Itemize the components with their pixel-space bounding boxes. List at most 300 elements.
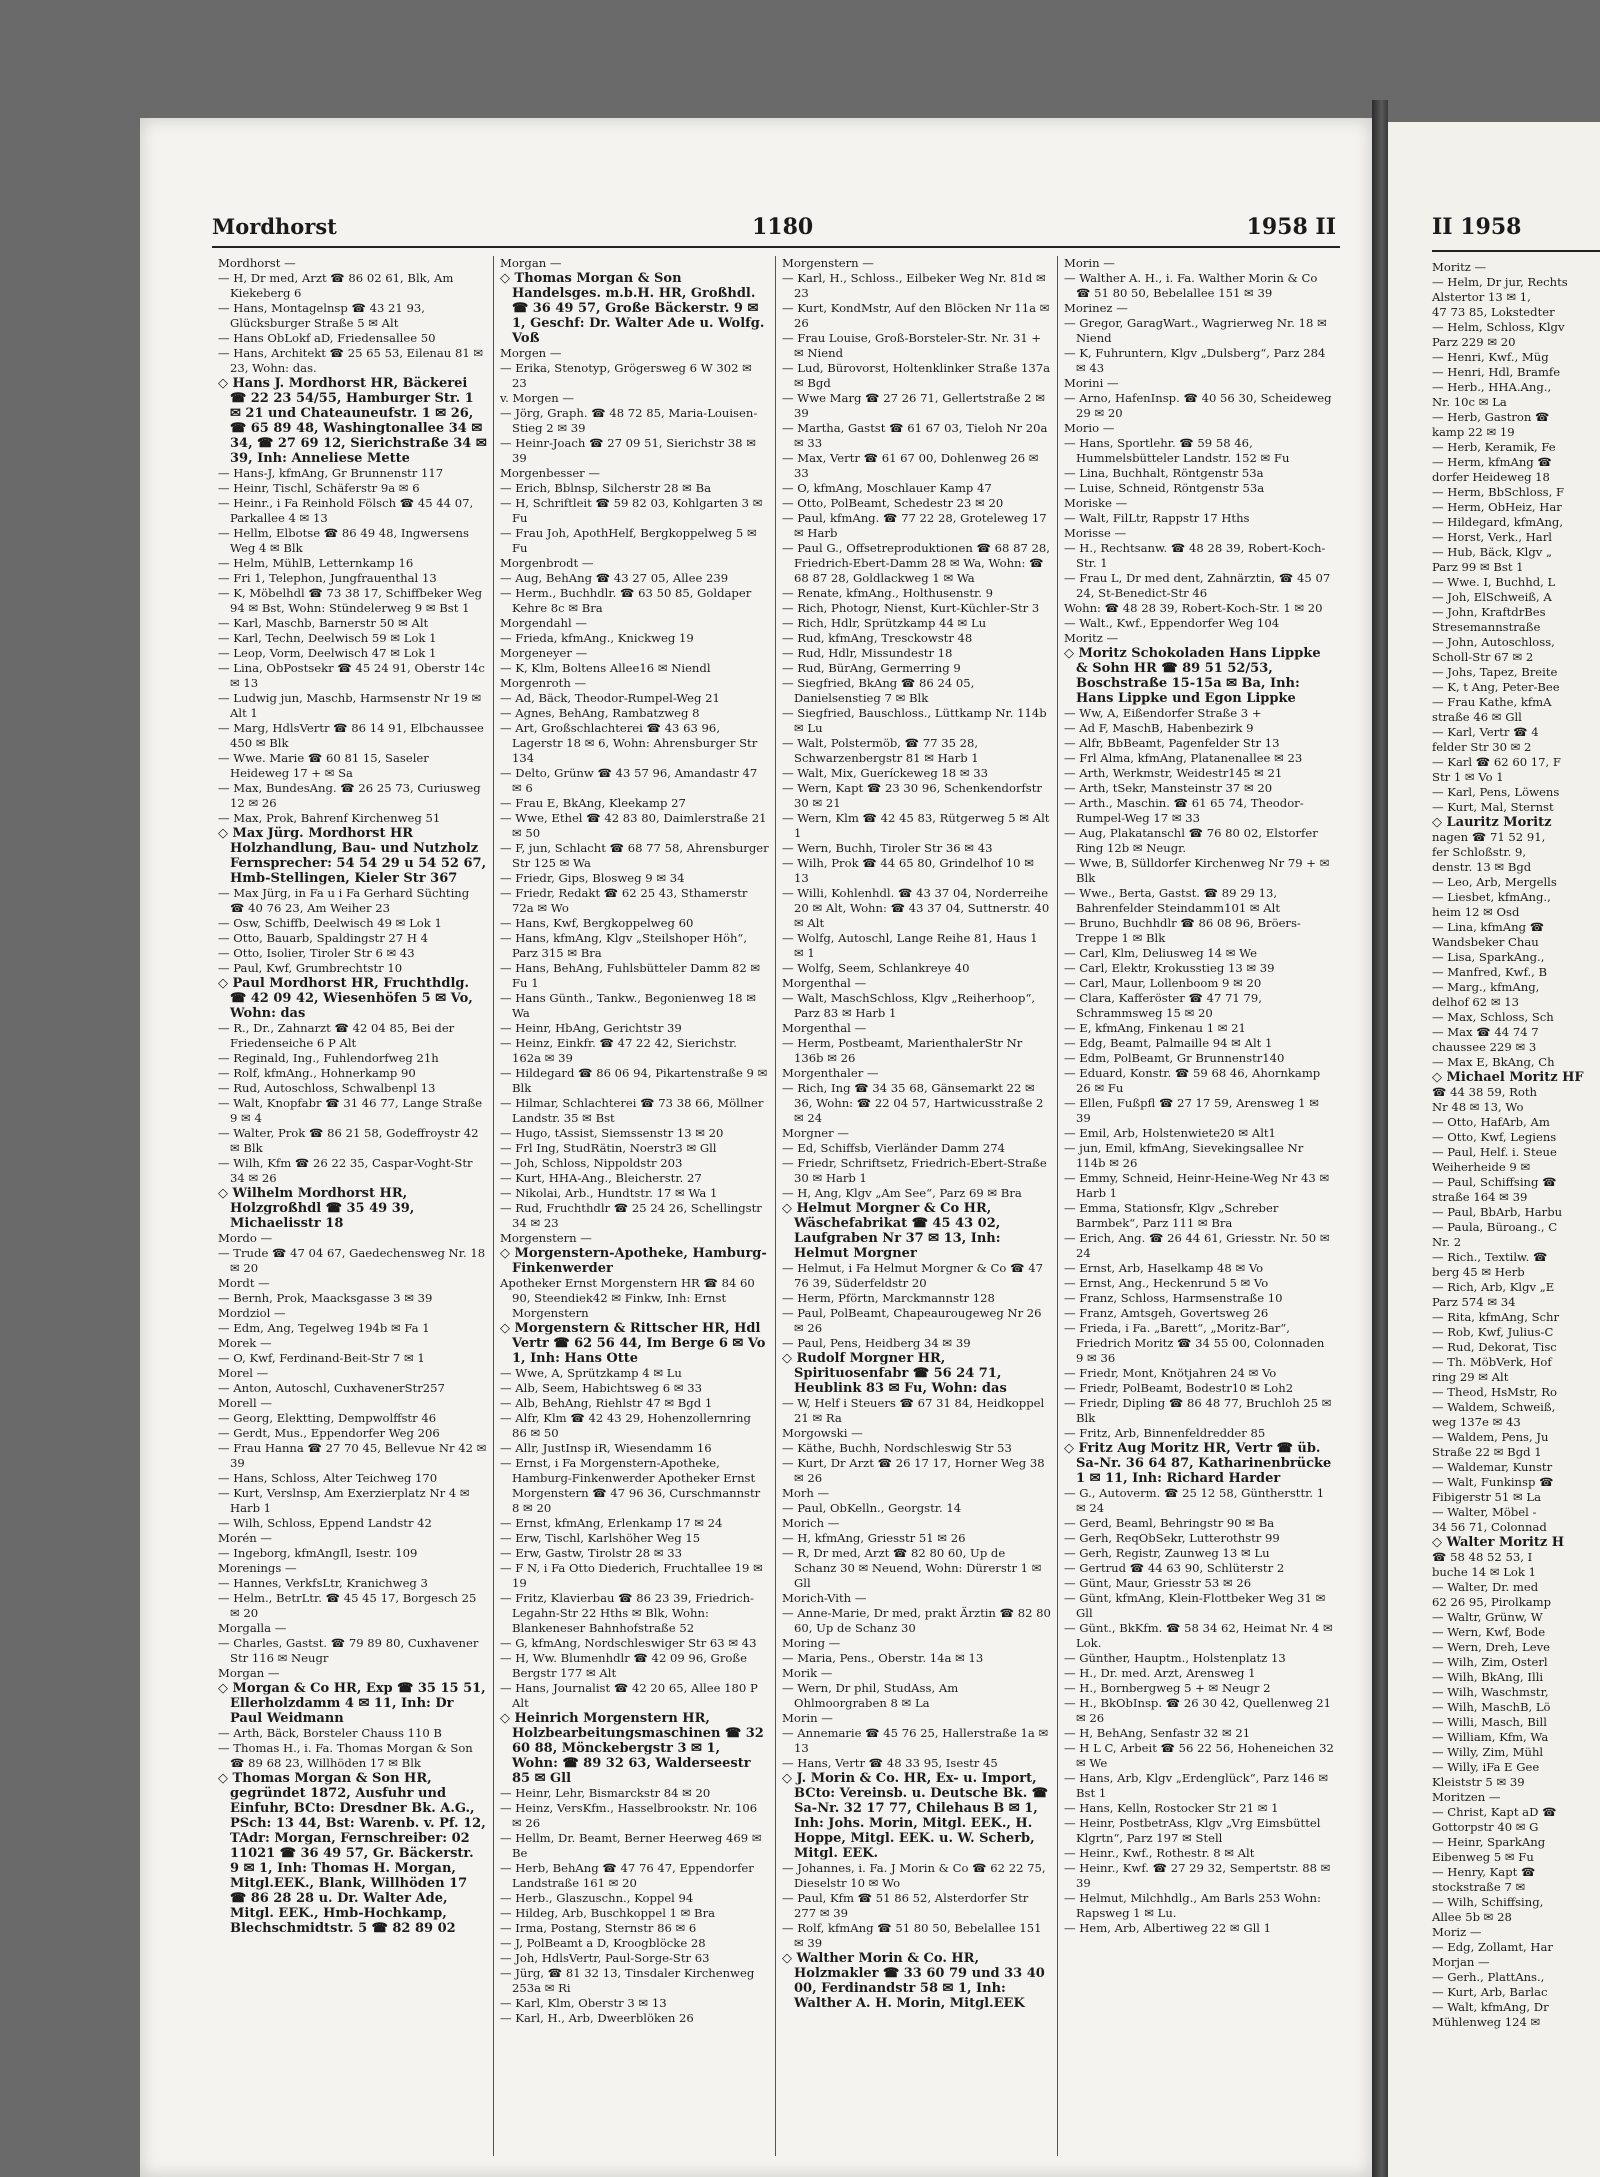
directory-entry: — Willy, Zim, Mühl xyxy=(1432,1745,1544,1759)
directory-entry: — R., Dr., Zahnarzt ☎ 42 04 85, Bei der Friedenseiche 6 P Alt xyxy=(218,1021,455,1050)
directory-entry: — Willi, Masch, Bill xyxy=(1432,1715,1547,1729)
directory-entry: — Renate, kfmAng., Holthusenstr. 9 xyxy=(782,586,994,600)
surname-heading: Morjan — xyxy=(1432,1955,1490,1969)
business-entry: ◇ Fritz Aug Moritz HR, Vertr ☎ üb. Sa-Nr. 36 64 87, Katharinenbrücke 1 ✉ 11, Inh: Richard Harder xyxy=(1064,1441,1332,1486)
directory-entry: — G., Autoverm. ☎ 25 12 58, Günthersttr. 1 ✉ 24 xyxy=(1064,1486,1325,1515)
directory-entry: — Helm, MühlB, Letternkamp 16 xyxy=(218,556,414,570)
surname-heading: Morgenstern — xyxy=(500,1231,592,1245)
directory-entry: — H, BehAng, Senfastr 32 ✉ 21 xyxy=(1064,1726,1251,1740)
directory-entry: — Otto, Kwf, Legiens xyxy=(1432,1130,1557,1144)
directory-entry: — Heinr., i Fa Reinhold Fölsch ☎ 45 44 07, Parkallee 4 ✉ 13 xyxy=(218,496,474,525)
directory-entry: — Kurt, Arb, Barlac xyxy=(1432,1985,1548,1999)
directory-entry: — H, Ang, Klgv „Am See“, Parz 69 ✉ Bra xyxy=(782,1186,1022,1200)
directory-entry: — Kurt, KondMstr, Auf den Blöcken Nr 11a ✉ 26 xyxy=(782,301,1050,330)
facing-page-head: II 1958 xyxy=(1432,214,1600,252)
surname-heading: v. Morgen — xyxy=(500,391,574,405)
directory-entry: — K, Fuhruntern, Klgv „Dulsberg“, Parz 284 ✉ 43 xyxy=(1064,346,1326,375)
surname-heading: Morgendahl — xyxy=(500,616,587,630)
directory-entry: — Paul, BbArb, Harbu xyxy=(1432,1205,1563,1219)
directory-entry: Parz 99 ✉ Bst 1 xyxy=(1432,560,1524,574)
directory-entry: — Friedr, PolBeamt, Bodestr10 ✉ Loh2 xyxy=(1064,1381,1294,1395)
directory-entry: — Heinr-Joach ☎ 27 09 51, Sierichstr 38 ✉ 39 xyxy=(500,436,756,465)
directory-entry: — Arno, HafenInsp. ☎ 40 56 30, Scheideweg 29 ✉ 20 xyxy=(1064,391,1332,420)
directory-entry: — Waltr, Grünw, W xyxy=(1432,1610,1543,1624)
directory-entry: — Walter, Möbel - xyxy=(1432,1505,1537,1519)
surname-heading: Morgowski — xyxy=(782,1426,863,1440)
directory-entry: — Heinr, SparkAng xyxy=(1432,1835,1546,1849)
column-3 xyxy=(776,256,1058,2156)
directory-entry: Nr 48 ✉ 13, Wo xyxy=(1432,1100,1524,1114)
directory-entry: — Ad, Bäck, Theodor-Rumpel-Weg 21 xyxy=(500,691,720,705)
surname-heading: Morinez — xyxy=(1064,301,1128,315)
directory-entry: — Rud, kfmAng, Tresckowstr 48 xyxy=(782,631,973,645)
directory-entry: — Allr, JustInsp iR, Wiesendamm 16 xyxy=(500,1441,712,1455)
directory-entry: — Carl, Maur, Lollenboom 9 ✉ 20 xyxy=(1064,976,1262,990)
business-entry: ◇ Wilhelm Mordhorst HR, Holzgroßhdl ☎ 35 49 39, Michaelisstr 18 xyxy=(218,1186,415,1231)
business-entry: ◇ Moritz Schokoladen Hans Lippke & Sohn HR ☎ 89 51 52/53, Boschstraße 15-15a ✉ Ba, Inh: Hans Lippke und Egon Lippke xyxy=(1064,646,1321,706)
directory-entry: Parz 229 ✉ 20 xyxy=(1432,335,1516,349)
directory-entry: — Kurt, Mal, Sternst xyxy=(1432,800,1554,814)
directory-entry: — Helm, Dr jur, Rechts xyxy=(1432,275,1568,289)
directory-entry: — Delto, Grünw ☎ 43 57 96, Amandastr 47 ✉ 6 xyxy=(500,766,758,795)
directory-entry: — Max E, BkAng, Ch xyxy=(1432,1055,1555,1069)
surname-heading: Mordt — xyxy=(218,1276,270,1290)
directory-entry: — Wilh, Schloss, Eppend Landstr 42 xyxy=(218,1516,432,1530)
directory-entry: — Wilh, Waschmstr, xyxy=(1432,1685,1549,1699)
directory-entry: — Eduard, Konstr. ☎ 59 68 46, Ahornkamp 26 ✉ Fu xyxy=(1064,1066,1321,1095)
directory-entry: Allee 5b ✉ 28 xyxy=(1432,1910,1512,1924)
directory-entry: — Clara, Kafferöster ☎ 47 71 79, Schrammsweg 15 ✉ 20 xyxy=(1064,991,1262,1020)
directory-entry: — Max, Prok, Bahrenf Kirchenweg 51 xyxy=(218,811,441,825)
directory-entry: — Kurt, Verslnsp, Am Exerzierplatz Nr 4 ✉ Harb 1 xyxy=(218,1486,470,1515)
directory-entry: — Fri 1, Telephon, Jungfrauenthal 13 xyxy=(218,571,437,585)
directory-entry: — Wilh, Zim, Osterl xyxy=(1432,1655,1548,1669)
directory-entry: — Bruno, Buchhdlr ☎ 86 08 96, Bröers-Treppe 1 ✉ Blk xyxy=(1064,916,1301,945)
directory-entry: — Walt, FilLtr, Rappstr 17 Hths xyxy=(1064,511,1250,525)
business-entry: ◇ Morgan & Co HR, Exp ☎ 35 15 51, Ellerholzdamm 4 ✉ 11, Inh: Dr Paul Weidmann xyxy=(218,1681,486,1726)
directory-entry: — Max, Schloss, Sch xyxy=(1432,1010,1554,1024)
surname-heading: Morén — xyxy=(218,1531,273,1545)
directory-entry: — Walther A. H., i. Fa. Walther Morin & Co ☎ 51 80 50, Bebelallee 151 ✉ 39 xyxy=(1064,271,1318,300)
directory-entry: — H, Schriftleit ☎ 59 82 03, Kohlgarten 3 ✉ Fu xyxy=(500,496,763,525)
directory-entry: — Bernh, Prok, Maacksgasse 3 ✉ 39 xyxy=(218,1291,433,1305)
directory-entry: — Hans, Montagelnsp ☎ 43 21 93, Glücksburger Straße 5 ✉ Alt xyxy=(218,301,425,330)
facing-page xyxy=(1388,122,1600,2177)
surname-heading: Morich-Vith — xyxy=(782,1591,867,1605)
running-head-surname: Mordhorst xyxy=(212,214,337,239)
directory-entry: — Hans, Arb, Klgv „Erdenglück“, Parz 146 ✉ Bst 1 xyxy=(1064,1771,1329,1800)
business-entry: ◇ Thomas Morgan & Son HR, gegründet 1872, Ausfuhr und Einfuhr, BCto: Dresdner Bk. A.G., PSch: 13 44, Bst: Warenb. v. Pf. 12, TAdr: Morgan, Fernschreiber: 02 11021 ☎ 36 49 57, Gr. Bäckerstr. 9 ✉ 1, Inh: Thomas H. Morgan, Mitgl.EEK., Blank, Willhöden 17 ☎ 86 28 28 u. Dr. Walter Ade, Mitgl. EEK., Hmb-Hochkamp, Blechschmidtstr. 5 ☎ 82 89 02 xyxy=(218,1771,486,1936)
business-entry: ◇ Morgenstern & Rittscher HR, Hdl Vertr ☎ 62 56 44, Im Berge 6 ✉ Vo 1, Inh: Hans Otte xyxy=(500,1321,766,1366)
directory-entry: Scholl-Str 67 ✉ 2 xyxy=(1432,650,1534,664)
directory-entry: — Johs, Tapez, Breite xyxy=(1432,665,1558,679)
directory-entry: — Karl, Klm, Oberstr 3 ✉ 13 xyxy=(500,1996,667,2010)
directory-entry: — Hildegard ☎ 86 06 94, Pikartenstraße 9 ✉ Blk xyxy=(500,1066,768,1095)
surname-heading: Morin — xyxy=(1064,256,1115,270)
surname-heading: Morgan — xyxy=(500,256,562,270)
surname-heading: Morin — xyxy=(782,1711,833,1725)
directory-entry: — Rich, Hdlr, Sprützkamp 44 ✉ Lu xyxy=(782,616,987,630)
directory-entry: — John, Autoschloss, xyxy=(1432,635,1555,649)
directory-entry: — Gerh, Registr, Zaunweg 13 ✉ Lu xyxy=(1064,1546,1270,1560)
directory-entry: — Anne-Marie, Dr med, prakt Ärztin ☎ 82 80 60, Up de Schanz 30 xyxy=(782,1606,1051,1635)
directory-entry: — Lud, Bürovorst, Holtenklinker Straße 137a ✉ Bgd xyxy=(782,361,1050,390)
directory-entry: — Wern, Dr phil, StudAss, Am Ohlmoorgraben 8 ✉ La xyxy=(782,1681,959,1710)
directory-entry: — Wilh, Schiffsing, xyxy=(1432,1895,1544,1909)
directory-entry: — Waldem, Pens, Ju xyxy=(1432,1430,1549,1444)
directory-entry: — Lina, kfmAng ☎ xyxy=(1432,920,1545,934)
directory-entry: Straße 22 ✉ Bgd 1 xyxy=(1432,1445,1542,1459)
directory-entry: — Hans-J, kfmAng, Gr Brunnenstr 117 xyxy=(218,466,444,480)
surname-heading: Morik — xyxy=(782,1666,833,1680)
directory-entry: — Lina, Buchhalt, Röntgenstr 53a xyxy=(1064,466,1264,480)
directory-entry: — Hans, Sportlehr. ☎ 59 58 46, Hummelsbütteler Landstr. 152 ✉ Fu xyxy=(1064,436,1290,465)
directory-entry: — Edg, Zollamt, Har xyxy=(1432,1940,1553,1954)
directory-entry: — Marg, HdlsVertr ☎ 86 14 91, Elbchaussee 450 ✉ Blk xyxy=(218,721,484,750)
directory-entry: — Herb, Keramik, Fe xyxy=(1432,440,1556,454)
directory-entry: — Ingeborg, kfmAngIl, Isestr. 109 xyxy=(218,1546,418,1560)
directory-entry: — Karl, Techn, Deelwisch 59 ✉ Lok 1 xyxy=(218,631,437,645)
directory-entry: — William, Kfm, Wa xyxy=(1432,1730,1549,1744)
directory-entry: — Heinz, Einkfr. ☎ 47 22 42, Sierichstr. 162a ✉ 39 xyxy=(500,1036,737,1065)
directory-entry: Fibigerstr 51 ✉ La xyxy=(1432,1490,1541,1504)
directory-entry: — Erika, Stenotyp, Grögersweg 6 W 302 ✉ 23 xyxy=(500,361,752,390)
directory-entry: — Wern, Buchh, Tiroler Str 36 ✉ 43 xyxy=(782,841,993,855)
directory-entry: — Georg, Elektting, Dempwolffstr 46 xyxy=(218,1411,437,1425)
directory-entry: — Walter, Dr. med xyxy=(1432,1580,1539,1594)
directory-entry: — Hub, Bäck, Klgv „ xyxy=(1432,545,1553,559)
directory-entry: — Walt, kfmAng, Dr xyxy=(1432,2000,1549,2014)
directory-entry: — W, Helf i Steuers ☎ 67 31 84, Heidkoppel 21 ✉ Ra xyxy=(782,1396,1045,1425)
surname-heading: Morgenroth — xyxy=(500,676,587,690)
business-entry: ◇ Heinrich Morgenstern HR, Holzbearbeitungsmaschinen ☎ 32 60 88, Mönckebergstr 3 ✉ 1, Wohn: ☎ 89 32 63, Walderseestr 85 ✉ Gll xyxy=(500,1711,764,1786)
directory-entry: — Friedr, Schriftsetz, Friedrich-Ebert-Straße 30 ✉ Harb 1 xyxy=(782,1156,1047,1185)
directory-entry: — Agnes, BehAng, Rambatzweg 8 xyxy=(500,706,700,720)
directory-entry: — Ludwig jun, Maschb, Harmsenstr Nr 19 ✉ Alt 1 xyxy=(218,691,482,720)
directory-entry: — Nikolai, Arb., Hundtstr. 17 ✉ Wa 1 xyxy=(500,1186,718,1200)
directory-entry: Alstertor 13 ✉ 1, xyxy=(1432,290,1531,304)
directory-entry: — Wwe, A, Sprützkamp 4 ✉ Lu xyxy=(500,1366,682,1380)
directory-entry: — Lisa, SparkAng., xyxy=(1432,950,1545,964)
directory-entry: — Hilmar, Schlachterei ☎ 73 38 66, Möllner Landstr. 35 ✉ Bst xyxy=(500,1096,764,1125)
directory-entry: 47 73 85, Lokstedter xyxy=(1432,305,1555,319)
directory-entry: — Rich, Ing ☎ 34 35 68, Gänsemarkt 22 ✉ 36, Wohn: ☎ 22 04 57, Hartwicusstraße 2 ✉ 24 xyxy=(782,1081,1044,1125)
directory-entry: — Hugo, tAssist, Siemssenstr 13 ✉ 20 xyxy=(500,1126,724,1140)
directory-entry: — K, Klm, Boltens Allee16 ✉ Niendl xyxy=(500,661,711,675)
directory-entry: — H., BkObInsp. ☎ 26 30 42, Quellenweg 21 ✉ 26 xyxy=(1064,1696,1332,1725)
directory-entry: ☎ 44 38 59, Roth xyxy=(1432,1085,1537,1099)
directory-entry: — Hans Günth., Tankw., Begonienweg 18 ✉ Wa xyxy=(500,991,756,1020)
directory-entry: buche 14 ✉ Lok 1 xyxy=(1432,1565,1536,1579)
directory-entry: Gottorpstr 40 ✉ G xyxy=(1432,1820,1539,1834)
surname-heading: Morgenthal — xyxy=(782,1021,867,1035)
directory-entry: — O, kfmAng, Moschlauer Kamp 47 xyxy=(782,481,992,495)
directory-entry: — Hellm, Elbotse ☎ 86 49 48, Ingwersens Weg 4 ✉ Blk xyxy=(218,526,469,555)
business-entry: ◇ Walther Morin & Co. HR, Holzmakler ☎ 33 60 79 und 33 40 00, Ferdinandstr 58 ✉ 1, Inh: Walther A. H. Morin, Mitgl.EEK xyxy=(782,1951,1045,2011)
surname-heading: Morenings — xyxy=(218,1561,297,1575)
directory-entry: — Herm, kfmAng ☎ xyxy=(1432,455,1552,469)
surname-heading: Morgenbesser — xyxy=(500,466,601,480)
directory-entry: — Willy, iFa E Gee xyxy=(1432,1760,1540,1774)
directory-entry: — Ernst, Ang., Heckenrund 5 ✉ Vo xyxy=(1064,1276,1269,1290)
directory-entry: — Horst, Verk., Harl xyxy=(1432,530,1552,544)
directory-entry: Nr. 10c ✉ La xyxy=(1432,395,1507,409)
directory-entry: — Helm., BetrLtr. ☎ 45 45 17, Borgesch 25 ✉ 20 xyxy=(218,1591,477,1620)
surname-heading: Morisse — xyxy=(1064,526,1127,540)
directory-entry: — Frieda, i Fa. „Barett“, „Moritz-Bar“, Friedrich Moritz ☎ 34 55 00, Colonnaden 9 ✉ 36 xyxy=(1064,1321,1325,1365)
directory-entry: — Otto, PolBeamt, Schedestr 23 ✉ 20 xyxy=(782,496,1004,510)
directory-entry: — Max, Vertr ☎ 61 67 00, Dohlenweg 26 ✉ 33 xyxy=(782,451,1039,480)
directory-entry: straße 46 ✉ Gll xyxy=(1432,710,1522,724)
directory-entry: — John, KraftdrBes xyxy=(1432,605,1546,619)
directory-entry: — Otto, HafArb, Am xyxy=(1432,1115,1550,1129)
directory-entry: — Karl, H., Arb, Dweerblöken 26 xyxy=(500,2011,694,2025)
directory-entry: — Heinr., Kwf., Rothestr. 8 ✉ Alt xyxy=(1064,1846,1255,1860)
directory-entry: — Walter, Prok ☎ 86 21 58, Godeffroystr 42 ✉ Blk xyxy=(218,1126,479,1155)
directory-entry: — Joh, Schloss, Nippoldstr 203 xyxy=(500,1156,683,1170)
directory-entry: — Arth, Werkmstr, Weidestr145 ✉ 21 xyxy=(1064,766,1283,780)
directory-entry: — Karl, Pens, Löwens xyxy=(1432,785,1560,799)
directory-entry: — H., Rechtsanw. ☎ 48 28 39, Robert-Koch-Str. 1 xyxy=(1064,541,1326,570)
directory-entry: — Wern, Klm ☎ 42 45 83, Rütgerweg 5 ✉ Alt 1 xyxy=(782,811,1050,840)
directory-entry: — Rud, BürAng, Germerring 9 xyxy=(782,661,961,675)
directory-entry: — Fritz, Arb, Binnenfeldredder 85 xyxy=(1064,1426,1266,1440)
directory-entry: — Erw, Tischl, Karlshöher Weg 15 xyxy=(500,1531,701,1545)
directory-entry: — Helmut, Milchhdlg., Am Barls 253 Wohn: Rapsweg 1 ✉ Lu. xyxy=(1064,1891,1321,1920)
directory-entry: — Frau Louise, Groß-Borsteler-Str. Nr. 31 + ✉ Niend xyxy=(782,331,1042,360)
running-head xyxy=(212,210,1340,248)
column-4 xyxy=(1058,256,1340,2156)
page-number: 1180 xyxy=(752,214,814,240)
directory-entry: — Aug, Plakatanschl ☎ 76 80 02, Elstorfer Ring 12b ✉ Neugr. xyxy=(1064,826,1318,855)
directory-entry: — Walt, Mix, Gueríckeweg 18 ✉ 33 xyxy=(782,766,989,780)
directory-entry: — Frieda, kfmAng., Knickweg 19 xyxy=(500,631,694,645)
directory-entry: ◇ Walter Moritz H xyxy=(1432,1535,1565,1550)
business-entry: ◇ Hans J. Mordhorst HR, Bäckerei ☎ 22 23 54/55, Hamburger Str. 1 ✉ 21 und Chateauneufstr. 1 ✉ 26, ☎ 65 89 48, Washingtonallee 34 ✉ 34, ☎ 27 69 12, Sierichstraße 34 ✉ 39, Inh: Anneliese Mette xyxy=(218,376,487,466)
directory-entry: — Hans ObLokf aD, Friedensallee 50 xyxy=(218,331,436,345)
surname-heading: Morini — xyxy=(1064,376,1119,390)
directory-entry: — Fritz, Klavierbau ☎ 86 23 39, Friedrich-Legahn-Str 22 Hths ✉ Blk, Wohn: Blankeneser Bahnhofstraße 52 xyxy=(500,1591,754,1635)
directory-entry: — Hans, Vertr ☎ 48 33 95, Isestr 45 xyxy=(782,1756,998,1770)
directory-entry: — H, Ww. Blumenhdlr ☎ 42 09 96, Große Bergstr 177 ✉ Alt xyxy=(500,1651,747,1680)
directory-entry: — Annemarie ☎ 45 76 25, Hallerstraße 1a ✉ 13 xyxy=(782,1726,1049,1755)
directory-entry: — Karl, Vertr ☎ 4 xyxy=(1432,725,1539,739)
directory-entry: — Karl, H., Schloss., Eilbeker Weg Nr. 81d ✉ 23 xyxy=(782,271,1046,300)
directory-entry: — Hans, kfmAng, Klgv „Steilshoper Höh“, Parz 315 ✉ Bra xyxy=(500,931,748,960)
directory-entry: — Gerh, ReqObSekr, Lutterothstr 99 xyxy=(1064,1531,1280,1545)
directory-entry: — H L C, Arbeit ☎ 56 22 56, Hoheneichen 32 ✉ We xyxy=(1064,1741,1334,1770)
directory-entry: — Henri, Kwf., Müg xyxy=(1432,350,1549,364)
directory-entry: stockstraße 7 ✉ xyxy=(1432,1880,1526,1894)
directory-entry: — Frau Kathe, kfmA xyxy=(1432,695,1552,709)
directory-entry: — Hans, Kelln, Rostocker Str 21 ✉ 1 xyxy=(1064,1801,1279,1815)
directory-entry: — Hildegard, kfmAng, xyxy=(1432,515,1564,529)
directory-entry: Apotheker Ernst Morgenstern HR ☎ 84 60 90, Steendiek42 ✉ Finkw, Inh: Ernst Morgenstern xyxy=(500,1276,755,1320)
directory-entry: — Ernst, Arb, Haselkamp 48 ✉ Vo xyxy=(1064,1261,1264,1275)
directory-entry: — Paula, Büroang., C xyxy=(1432,1220,1558,1234)
surname-heading: Moritz — xyxy=(1432,260,1487,274)
directory-entry: — Osw, Schiffb, Deelwisch 49 ✉ Lok 1 xyxy=(218,916,442,930)
directory-entry: — Kurt, HHA-Ang., Bleicherstr. 27 xyxy=(500,1171,702,1185)
surname-heading: Mordo — xyxy=(218,1231,273,1245)
directory-entry: — Rud, Dekorat, Tisc xyxy=(1432,1340,1557,1354)
directory-entry: — Heinr, PostbetrAss, Klgv „Vrg Eimsbüttel Klgrtn“, Parz 197 ✉ Stell xyxy=(1064,1816,1321,1845)
directory-entry: — Rolf, kfmAng., Hohnerkamp 90 xyxy=(218,1066,416,1080)
directory-entry: — Gerd, Beaml, Behringstr 90 ✉ Ba xyxy=(1064,1516,1275,1530)
directory-entry: — Hellm, Dr. Beamt, Berner Heerweg 469 ✉ Be xyxy=(500,1831,762,1860)
directory-entry: — H., Dr. med. Arzt, Arensweg 1 xyxy=(1064,1666,1256,1680)
directory-entry: ◇ Michael Moritz HF xyxy=(1432,1070,1584,1085)
directory-entry: — Ellen, Fußpfl ☎ 27 17 59, Arensweg 1 ✉ 39 xyxy=(1064,1096,1319,1125)
directory-entry: — Walt, Polstermöb, ☎ 77 35 28, Schwarzenbergstr 81 ✉ Harb 1 xyxy=(782,736,979,765)
directory-entry: — Willi, Kohlenhdl. ☎ 43 37 04, Norderreihe 20 ✉ Alt, Wohn: ☎ 43 37 04, Suttnerstr. 40 ✉ Alt xyxy=(782,886,1050,930)
directory-entry: — Paul, ObKelln., Georgstr. 14 xyxy=(782,1501,962,1515)
directory-entry: Nr. 2 xyxy=(1432,1235,1462,1249)
directory-entry: — Helmut, i Fa Helmut Morgner & Co ☎ 47 76 39, Süderfeldstr 20 xyxy=(782,1261,1043,1290)
directory-entry: — Thomas H., i. Fa. Thomas Morgan & Son ☎ 89 68 23, Willhöden 17 ✉ Blk xyxy=(218,1741,473,1770)
directory-entry: chaussee 229 ✉ 3 xyxy=(1432,1040,1537,1054)
surname-heading: Morgan — xyxy=(218,1666,280,1680)
directory-entry: ring 29 ✉ Alt xyxy=(1432,1370,1509,1384)
directory-entry: — Herm., Buchhdlr. ☎ 63 50 85, Goldaper Kehre 8c ✉ Bra xyxy=(500,586,752,615)
directory-entry: dorfer Heideweg 18 xyxy=(1432,470,1550,484)
directory-entry: — Paul, Kfm ☎ 51 86 52, Alsterdorfer Str 277 ✉ 39 xyxy=(782,1891,1029,1920)
directory-entry: — Siegfried, BkAng ☎ 86 24 05, Danielsenstieg 7 ✉ Blk xyxy=(782,676,975,705)
directory-entry: — Max ☎ 44 74 7 xyxy=(1432,1025,1539,1039)
directory-entry: — Friedr, Redakt ☎ 62 25 43, Sthamerstr 72a ✉ Wo xyxy=(500,886,748,915)
directory-entry: — H., Bornbergweg 5 + ✉ Neugr 2 xyxy=(1064,1681,1271,1695)
directory-entry: — Frl Alma, kfmAng, Platanenallee ✉ 23 xyxy=(1064,751,1303,765)
directory-entry: 62 26 95, Pirolkamp xyxy=(1432,1595,1552,1609)
directory-entry: — Wwe Marg ☎ 27 26 71, Gellertstraße 2 ✉ 39 xyxy=(782,391,1045,420)
directory-entry: — Erich, Bblnsp, Silcherstr 28 ✉ Ba xyxy=(500,481,712,495)
facing-page-column xyxy=(1432,260,1600,2030)
directory-entry: — Wolfg, Seem, Schlankreye 40 xyxy=(782,961,970,975)
directory-entry: — Arth, Bäck, Borsteler Chauss 110 B xyxy=(218,1726,442,1740)
directory-entry: — Ad F, MaschB, Habenbezirk 9 xyxy=(1064,721,1254,735)
directory-entry: — Otto, Bauarb, Spaldingstr 27 H 4 xyxy=(218,931,429,945)
directory-entry: — Frau Joh, ApothHelf, Bergkoppelweg 5 ✉ Fu xyxy=(500,526,757,555)
directory-entry: — Wilh, BkAng, Illi xyxy=(1432,1670,1544,1684)
surname-heading: Morh — xyxy=(782,1486,830,1500)
directory-entry: — Max, BundesAng. ☎ 26 25 73, Curiusweg 12 ✉ 26 xyxy=(218,781,481,810)
directory-entry: — Siegfried, Bauschloss., Lüttkamp Nr. 114b ✉ Lu xyxy=(782,706,1047,735)
surname-heading: Morgenbrodt — xyxy=(500,556,594,570)
directory-entry: — Wwe. I, Buchhd, L xyxy=(1432,575,1556,589)
business-entry: ◇ Helmut Morgner & Co HR, Wäschefabrikat ☎ 45 43 02, Laufgraben Nr 37 ✉ 13, Inh: Helmut Morgner xyxy=(782,1201,1001,1261)
directory-entry: — Max Jürg, in Fa u i Fa Gerhard Süchting ☎ 40 76 23, Am Weiher 23 xyxy=(218,886,470,915)
surname-heading: Morgner — xyxy=(782,1126,849,1140)
directory-entry: — Lina, ObPostsekr ☎ 45 24 91, Oberstr 14c ✉ 13 xyxy=(218,661,485,690)
directory-entry: Parz 574 ✉ 34 xyxy=(1432,1295,1516,1309)
directory-entry: — O, Kwf, Ferdinand-Beit-Str 7 ✉ 1 xyxy=(218,1351,425,1365)
directory-entry: — Ww, A, Eißendorfer Straße 3 + xyxy=(1064,706,1262,720)
directory-entry: — Herb., HHA.Ang., xyxy=(1432,380,1552,394)
directory-entry: — Wwe, B, Sülldorfer Kirchenweg Nr 79 + ✉ Blk xyxy=(1064,856,1330,885)
directory-entry: — Helm, Schloss, Klgv xyxy=(1432,320,1565,334)
directory-entry: delhof 62 ✉ 13 xyxy=(1432,995,1520,1009)
directory-entry: — Friedr, Dipling ☎ 86 48 77, Bruchloh 25 ✉ Blk xyxy=(1064,1396,1332,1425)
directory-entry: — Anton, Autoschl, CuxhavenerStr257 xyxy=(218,1381,445,1395)
directory-entry: — E, kfmAng, Finkenau 1 ✉ 21 xyxy=(1064,1021,1246,1035)
directory-entry: Mühlenweg 124 ✉ xyxy=(1432,2015,1541,2029)
entry-columns xyxy=(212,256,1340,2156)
directory-entry: — Emil, Arb, Holstenwiete20 ✉ Alt1 xyxy=(1064,1126,1276,1140)
directory-entry: — Christ, Kapt aD ☎ xyxy=(1432,1805,1557,1819)
directory-entry: — Maria, Pens., Oberstr. 14a ✉ 13 xyxy=(782,1651,984,1665)
directory-entry: — Günther, Hauptm., Holstenplatz 13 xyxy=(1064,1651,1286,1665)
directory-entry: — Rich, Photogr, Nienst, Kurt-Küchler-Str 3 xyxy=(782,601,1040,615)
directory-entry: — Friedr, Mont, Knötjahren 24 ✉ Vo xyxy=(1064,1366,1277,1380)
directory-entry: — Joh, ElSchweiß, A xyxy=(1432,590,1552,604)
directory-entry: — Ed, Schiffsb, Vierländer Damm 274 xyxy=(782,1141,1006,1155)
directory-entry: — Herm, Pförtn, Marckmannstr 128 xyxy=(782,1291,995,1305)
directory-entry: fer Schloßstr. 9, xyxy=(1432,845,1527,859)
directory-entry: — Hans, Architekt ☎ 25 65 53, Eilenau 81 ✉ 23, Wohn: das. xyxy=(218,346,484,375)
column-1 xyxy=(212,256,494,2156)
directory-entry: — Jörg, Graph. ☎ 48 72 85, Maria-Louisen-Stieg 2 ✉ 39 xyxy=(500,406,758,435)
directory-entry: — K, Möbelhdl ☎ 73 38 17, Schiffbeker Weg 94 ✉ Bst, Wohn: Stündelerweg 9 ✉ Bst 1 xyxy=(218,586,483,615)
column-2 xyxy=(494,256,776,2156)
directory-entry: — Liesbet, kfmAng., xyxy=(1432,890,1551,904)
directory-entry: — Wilh, Prok ☎ 44 65 80, Grindelhof 10 ✉ 13 xyxy=(782,856,1034,885)
directory-entry: — Günt., BkKfm. ☎ 58 34 62, Heimat Nr. 4 ✉ Lok. xyxy=(1064,1621,1333,1650)
directory-entry: — Heinz, VersKfm., Hasselbrookstr. Nr. 106 ✉ 26 xyxy=(500,1801,758,1830)
directory-entry: — Leo, Arb, Mergells xyxy=(1432,875,1557,889)
directory-entry: — F N, i Fa Otto Diederich, Fruchtallee 19 ✉ 19 xyxy=(500,1561,763,1590)
surname-heading: Morgeneyer — xyxy=(500,646,588,660)
directory-entry: — Paul, Schiffsing ☎ xyxy=(1432,1175,1557,1189)
directory-entry: — Trude ☎ 47 04 67, Gaedechensweg Nr. 18 ✉ 20 xyxy=(218,1246,486,1275)
directory-entry: — Herb, Gastron ☎ xyxy=(1432,410,1550,424)
surname-heading: Morgalla — xyxy=(218,1621,287,1635)
directory-entry: — Rolf, kfmAng ☎ 51 80 50, Bebelallee 151 ✉ 39 xyxy=(782,1921,1042,1950)
directory-entry: — Wolfg, Autoschl, Lange Reihe 81, Haus 1 ✉ 1 xyxy=(782,931,1038,960)
directory-entry: — Walt, MaschSchloss, Klgv „Reiherhoop“, Parz 83 ✉ Harb 1 xyxy=(782,991,1036,1020)
directory-entry: — Wilh, MaschB, Lö xyxy=(1432,1700,1551,1714)
directory-entry: Stresemannstraße xyxy=(1432,620,1541,634)
directory-entry: — Hans, Schloss, Alter Teichweg 170 xyxy=(218,1471,438,1485)
surname-heading: Morgenstern — xyxy=(782,256,874,270)
directory-entry: — Gregor, GaragWart., Wagrierweg Nr. 18 ✉ Niend xyxy=(1064,316,1327,345)
directory-entry: — Art, Großschlachterei ☎ 43 63 96, Lagerstr 18 ✉ 6, Wohn: Ahrensburger Str 134 xyxy=(500,721,758,765)
directory-entry: — Rud, Autoschloss, Schwalbenpl 13 xyxy=(218,1081,436,1095)
directory-entry: — K, t Ang, Peter-Bee xyxy=(1432,680,1560,694)
directory-entry: — Rich, Arb, Klgv „E xyxy=(1432,1280,1555,1294)
directory-entry: — Wwe, Ethel ☎ 42 83 80, Daimlerstraße 21 ✉ 50 xyxy=(500,811,767,840)
directory-entry: — Theod, HsMstr, Ro xyxy=(1432,1385,1558,1399)
directory-entry: — Charles, Gastst. ☎ 79 89 80, Cuxhavener Str 116 ✉ Neugr xyxy=(218,1636,479,1665)
directory-entry: — Erich, Ang. ☎ 26 44 61, Griesstr. Nr. 50 ✉ 24 xyxy=(1064,1231,1330,1260)
directory-entry: ☎ 58 48 52 53, I xyxy=(1432,1550,1533,1564)
surname-heading: Mordhorst — xyxy=(218,256,296,270)
business-entry: ◇ Paul Mordhorst HR, Fruchthdlg. ☎ 42 09 42, Wiesenhöfen 5 ✉ Vo, Wohn: das xyxy=(218,976,473,1021)
surname-heading: Morel — xyxy=(218,1366,269,1380)
surname-heading: Mordziol — xyxy=(218,1306,286,1320)
surname-heading: Morek — xyxy=(218,1336,272,1350)
directory-entry: — Emma, Stationsfr, Klgv „Schreber Barmbek“, Parz 111 ✉ Bra xyxy=(1064,1201,1279,1230)
directory-entry: — Edg, Beamt, Palmaille 94 ✉ Alt 1 xyxy=(1064,1036,1273,1050)
surname-heading: Moritz — xyxy=(1064,631,1119,645)
directory-entry: Weiherheide 9 ✉ xyxy=(1432,1160,1531,1174)
directory-entry: — Irma, Postang, Sternstr 86 ✉ 6 xyxy=(500,1921,697,1935)
surname-heading: Morgenthal — xyxy=(782,976,867,990)
directory-entry: — Rud, Hdlr, Missundestr 18 xyxy=(782,646,953,660)
directory-entry: — jun, Emil, kfmAng, Sievekingsallee Nr 114b ✉ 26 xyxy=(1064,1141,1304,1170)
directory-entry: Wohn: ☎ 48 28 39, Robert-Koch-Str. 1 ✉ 20 xyxy=(1064,601,1323,615)
directory-entry: — Carl, Elektr, Krokusstieg 13 ✉ 39 xyxy=(1064,961,1275,975)
directory-entry: Eibenweg 5 ✉ Fu xyxy=(1432,1850,1534,1864)
